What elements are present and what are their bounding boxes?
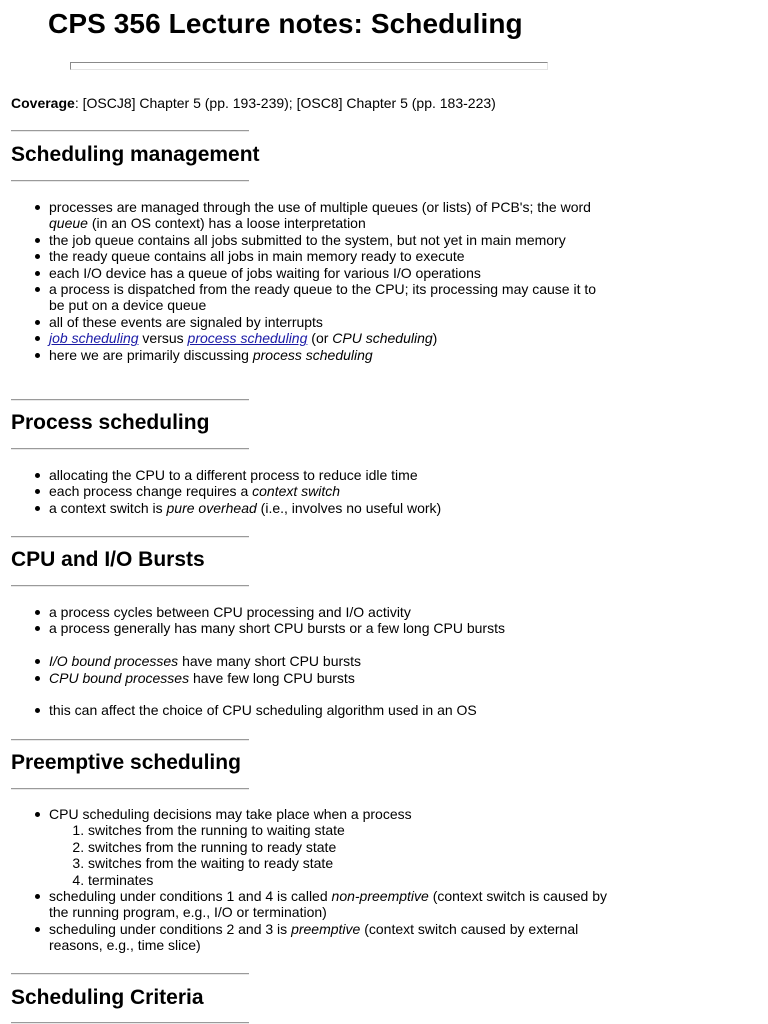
list-item: I/O bound processes have many short CPU bursts: [49, 653, 609, 669]
conditions-list: [49, 822, 609, 888]
list-item: scheduling under conditions 1 and 4 is called non-preemptive (context switch is caused by the running program, e.g., I/O or termination): [49, 888, 607, 921]
coverage-label: Coverage: [11, 95, 75, 111]
list-item: a process is dispatched from the ready queue to the CPU; its processing may cause it to be put on a device queue: [49, 281, 609, 314]
title-banner-divider: [70, 62, 548, 70]
list-item: CPU bound processes have few long CPU bursts: [49, 670, 609, 686]
section-divider: [11, 399, 249, 401]
heading-cpu-io-bursts: CPU and I/O Bursts: [11, 548, 205, 571]
heading-preemptive-scheduling: Preemptive scheduling: [11, 751, 241, 774]
heading-scheduling-management: Scheduling management: [11, 143, 260, 166]
list-item: processes are managed through the use of multiple queues (or lists) of PCB's; the word queue (in an OS context) has a loose interpretation: [49, 199, 609, 232]
list-item: a process generally has many short CPU bursts or a few long CPU bursts: [49, 620, 609, 636]
list-process-scheduling: [0, 467, 609, 516]
section-divider: [11, 130, 249, 132]
process-scheduling-link[interactable]: process scheduling: [187, 330, 308, 347]
list-preemptive-scheduling: [0, 806, 609, 954]
list-item: the ready queue contains all jobs in main memory ready to execute: [49, 248, 609, 264]
list-item: scheduling under conditions 2 and 3 is preemptive (context switch caused by external reasons, e.g., time slice): [49, 921, 609, 954]
list-item: this can affect the choice of CPU scheduling algorithm used in an OS: [49, 702, 609, 718]
list-item: here we are primarily discussing process scheduling: [49, 347, 609, 363]
page-title: CPS 356 Lecture notes: Scheduling: [48, 8, 523, 39]
list-item: the job queue contains all jobs submitted to the system, but not yet in main memory: [49, 232, 609, 248]
section-divider: [11, 739, 249, 741]
list-scheduling-management: [0, 199, 609, 363]
section-divider: [11, 448, 249, 450]
list-cpu-io-bursts: [0, 604, 609, 719]
coverage-line: [11, 95, 496, 111]
heading-process-scheduling: Process scheduling: [11, 411, 210, 434]
section-divider: [11, 788, 249, 790]
condition-item: 2. switches from the running to ready state: [88, 839, 609, 855]
section-divider: [11, 536, 249, 538]
list-item: each process change requires a context switch: [49, 483, 609, 499]
list-item: job scheduling versus process scheduling (or CPU scheduling): [49, 330, 609, 346]
list-item: a process cycles between CPU processing and I/O activity: [49, 604, 609, 620]
condition-item: 4. terminates: [88, 872, 609, 888]
section-divider: [11, 180, 249, 182]
list-item: CPU scheduling decisions may take place when a process 1. switches from the running to waiting state 2. switches from the running to ready state 3. switches from the waiting to ready state 4. terminates: [49, 806, 609, 888]
condition-item: 3. switches from the waiting to ready state: [88, 855, 609, 871]
section-divider: [11, 973, 249, 975]
coverage-text: : [OSCJ8] Chapter 5 (pp. 193-239); [OSC8] Chapter 5 (pp. 183-223): [74, 95, 496, 111]
job-scheduling-link[interactable]: job scheduling: [49, 330, 139, 347]
list-item: all of these events are signaled by interrupts: [49, 314, 609, 330]
list-item: each I/O device has a queue of jobs waiting for various I/O operations: [49, 265, 609, 281]
condition-item: 1. switches from the running to waiting state: [88, 822, 609, 838]
list-item: allocating the CPU to a different process to reduce idle time: [49, 467, 609, 483]
section-divider: [11, 585, 249, 587]
list-item: a context switch is pure overhead (i.e., involves no useful work): [49, 500, 609, 516]
heading-scheduling-criteria: Scheduling Criteria: [11, 986, 204, 1009]
